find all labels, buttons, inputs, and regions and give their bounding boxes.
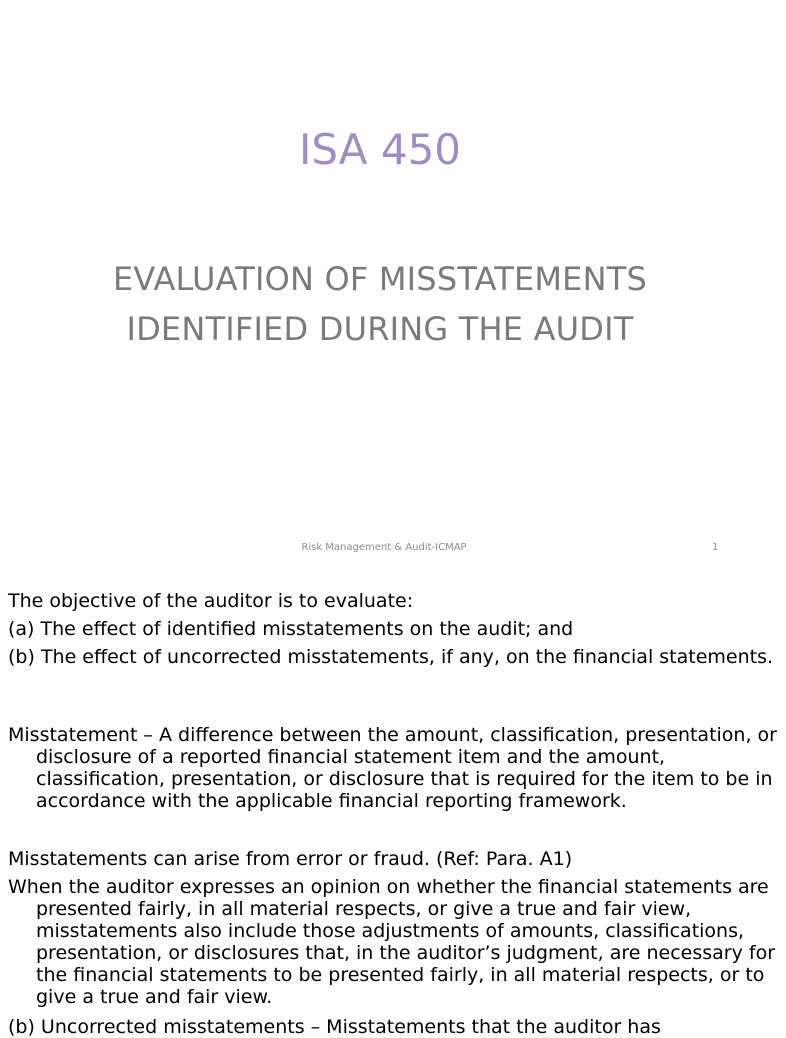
slide-content-page (0, 576, 777, 1038)
objective-intro: The objective of the auditor is to evaluate: (8, 590, 414, 612)
opinion-paragraph: When the auditor expresses an opinion on whether the financial statements are presented fairly, in all material respects, or give a true and fair view, misstatements also include those adjustments of amounts, classifications, presentation, or disclosures that, in the auditor’s judgment, are necessary for the financial statements to be presented fairly, in all material respects, or to give a true and fair view. (8, 876, 776, 1008)
slide-footer: Risk Management & Audit-ICMAP (301, 542, 467, 553)
objective-item-a: (a) The effect of identified misstatements on the audit; and (8, 618, 574, 640)
misstatement-arise-line: Misstatements can arise from error or fraud. (Ref: Para. A1) (8, 848, 573, 870)
misstatement-definition: Misstatement – A difference between the amount, classification, presentation, or disclosure of a reported financial statement item and the amount, classification, presentation, or disclosure that is required for the item to be in accordance with the applicable financial reporting framework. (8, 724, 777, 812)
objective-item-b: (b) The effect of uncorrected misstatements, if any, on the financial statements. (8, 646, 774, 668)
slide-subtitle: EVALUATION OF MISSTATEMENTS IDENTIFIED DURING THE AUDIT (113, 260, 647, 348)
slide-title: ISA 450 (298, 125, 462, 174)
slide-page-number: 1 (712, 542, 719, 553)
uncorrected-misstatements-line: (b) Uncorrected misstatements – Misstatements that the auditor has (8, 1016, 661, 1038)
